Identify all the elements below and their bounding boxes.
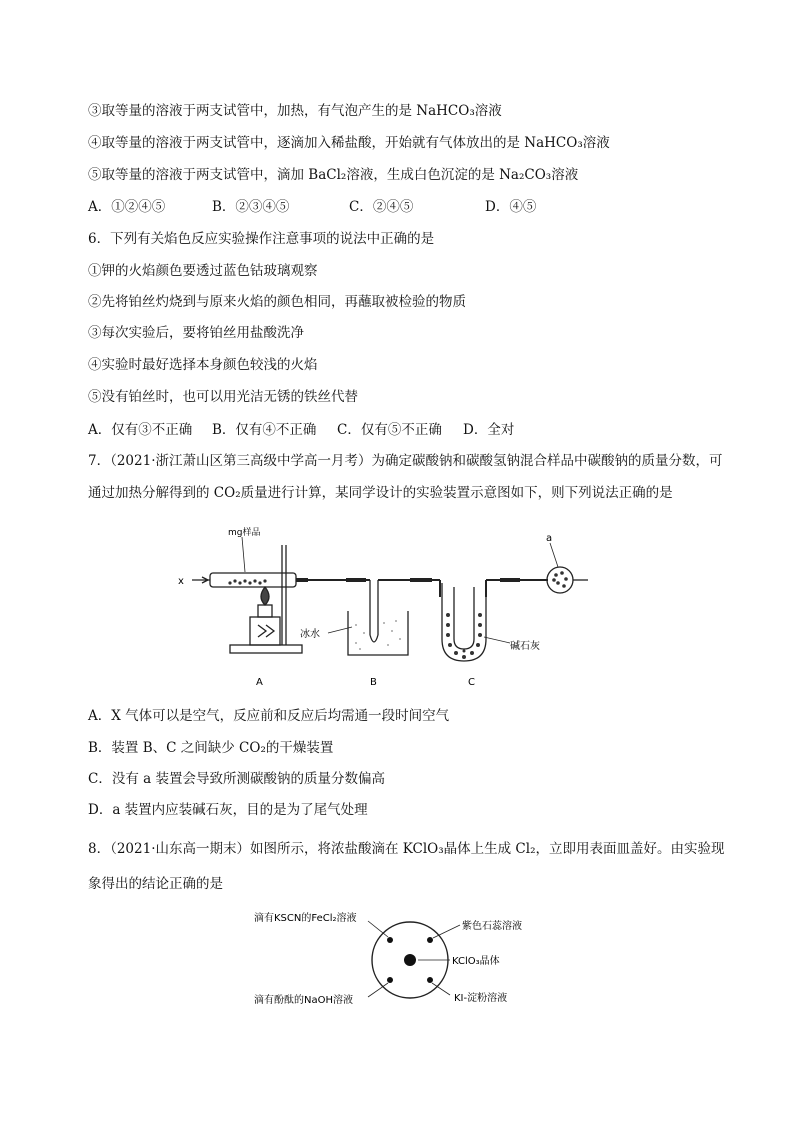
label-kclo3: KClO₃晶体 bbox=[452, 956, 500, 967]
label-fecl2: 滴有KSCN的FeCl₂溶液 bbox=[254, 913, 357, 924]
label-ki: KI-淀粉溶液 bbox=[454, 993, 508, 1004]
q5-option-a: A．①②④⑤ bbox=[88, 199, 166, 215]
q6-statement-4: ④实验时最好选择本身颜色较浅的火焰 bbox=[88, 357, 318, 373]
q7-option-c: C．没有 a 装置会导致所测碳酸钠的质量分数偏高 bbox=[88, 771, 385, 787]
drying-tube-granules bbox=[552, 571, 568, 588]
apparatus-a-drying-tube bbox=[540, 567, 588, 593]
label-b: B bbox=[370, 677, 377, 688]
apparatus-a bbox=[192, 545, 370, 653]
ice-water-label: 冰水 bbox=[300, 629, 320, 640]
drop-ki bbox=[427, 977, 433, 983]
q5-options bbox=[88, 198, 536, 216]
q8-stem-line-1: 8．（2021·山东高一期末）如图所示，将浓盐酸滴在 KClO₃晶体上生成 Cl₂，立即用表面皿盖好。由实验现 bbox=[88, 841, 725, 857]
label-litmus: 紫色石蕊溶液 bbox=[462, 921, 522, 932]
q5-statement-3: ③取等量的溶液于两支试管中，加热，有气泡产生的是 NaHCO₃溶液 bbox=[88, 103, 502, 119]
sample-label: mg样品 bbox=[228, 528, 261, 538]
q6-statement-3: ③每次实验后，要将铂丝用盐酸洗净 bbox=[88, 325, 304, 341]
q7-option-b: B．装置 B、C 之间缺少 CO₂的干燥装置 bbox=[88, 740, 334, 756]
label-c: C bbox=[468, 677, 475, 688]
drop-litmus bbox=[427, 937, 433, 943]
q6-option-a: A．仅有③不正确 bbox=[88, 422, 193, 438]
q8-stem-line-2: 象得出的结论正确的是 bbox=[88, 876, 223, 892]
q7-stem-line-2: 通过加热分解得到的 CO₂质量进行计算，某同学设计的实验装置示意图如下，则下列说法正确的是 bbox=[88, 485, 673, 501]
q5-statement-5: ⑤取等量的溶液于两支试管中，滴加 BaCl₂溶液，生成白色沉淀的是 Na₂CO₃溶液 bbox=[88, 167, 579, 183]
q7-option-a: A．X 气体可以是空气，反应前和反应后均需通一段时间空气 bbox=[88, 708, 450, 724]
kclo3-crystal bbox=[404, 954, 416, 966]
apparatus-b bbox=[348, 580, 440, 655]
q7-stem-line-1: 7．（2021·浙江萧山区第三高级中学高一月考）为确定碳酸钠和碳酸氢钠混合样品中碳酸钠的质量分数，可 bbox=[88, 453, 723, 469]
q8-watch-glass-figure bbox=[250, 905, 550, 1015]
q6-options bbox=[88, 421, 514, 439]
q6-option-b: B．仅有④不正确 bbox=[212, 422, 317, 438]
q7-option-d: D．a 装置内应装碱石灰，目的是为了尾气处理 bbox=[88, 802, 368, 818]
q6-stem: 6．下列有关焰色反应实验操作注意事项的说法中正确的是 bbox=[88, 231, 435, 247]
q5-statement-4: ④取等量的溶液于两支试管中，逐滴加入稀盐酸，开始就有气体放出的是 NaHCO₃溶液 bbox=[88, 135, 610, 151]
x-gas-label: x bbox=[178, 576, 184, 587]
drop-fecl2 bbox=[387, 937, 393, 943]
q5-option-c: C．②④⑤ bbox=[349, 199, 414, 215]
q5-option-b: B．②③④⑤ bbox=[212, 199, 290, 215]
drop-naoh bbox=[387, 977, 393, 983]
q5-option-d: D．④⑤ bbox=[485, 199, 537, 215]
soda-lime-granules bbox=[446, 613, 482, 659]
q6-option-c: C．仅有⑤不正确 bbox=[337, 422, 442, 438]
sample-granules bbox=[228, 579, 266, 584]
a-label: a bbox=[546, 533, 553, 544]
soda-lime-label: 碱石灰 bbox=[510, 641, 540, 652]
q7-apparatus-figure bbox=[170, 525, 600, 695]
q6-statement-2: ②先将铂丝灼烧到与原来火焰的颜色相同，再蘸取被检验的物质 bbox=[88, 294, 466, 310]
label-naoh: 滴有酚酞的NaOH溶液 bbox=[254, 995, 353, 1006]
label-a: A bbox=[256, 677, 263, 688]
q6-statement-5: ⑤没有铂丝时，也可以用光洁无锈的铁丝代替 bbox=[88, 389, 358, 405]
q6-option-d: D．全对 bbox=[463, 422, 515, 438]
q6-statement-1: ①钾的火焰颜色要透过蓝色钴玻璃观察 bbox=[88, 263, 318, 279]
